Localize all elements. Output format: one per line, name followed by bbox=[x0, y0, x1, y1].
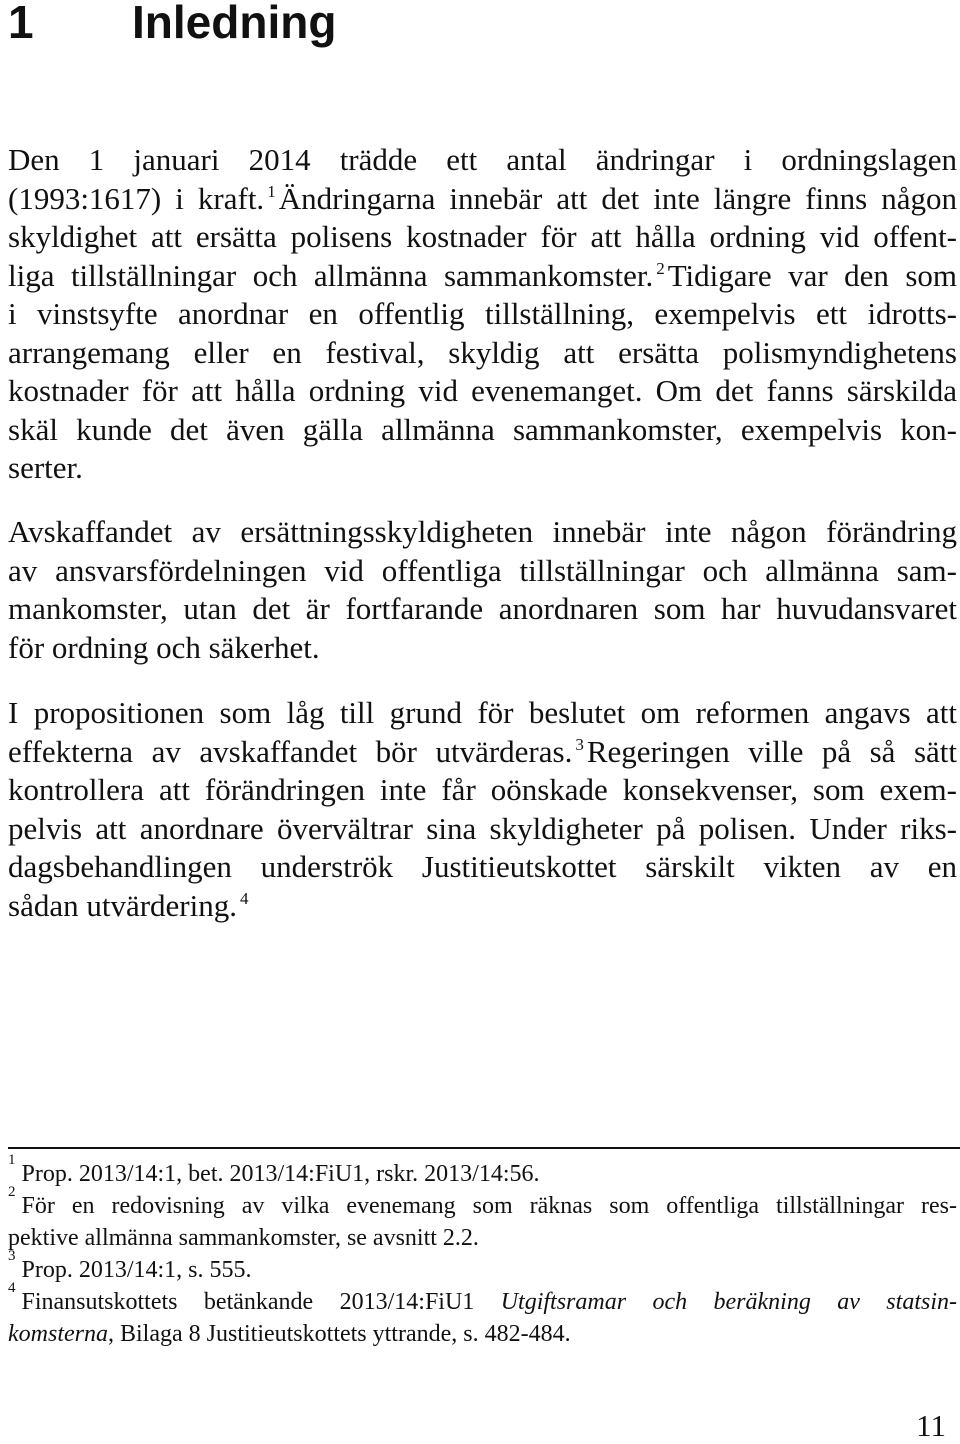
footnote-2: $^2$För en redovisning av vilka evenemang som räknas som offentliga tillställningar res- bbox=[8, 1184, 957, 1219]
text-line: serter. bbox=[8, 450, 83, 485]
paragraph-1 bbox=[8, 141, 957, 488]
paragraph-2 bbox=[8, 513, 957, 667]
footnote-ref-3[interactable]: 3 bbox=[575, 734, 584, 754]
chapter-number: 1 bbox=[8, 0, 34, 48]
text-line: mankomster, utan det är fortfarande anordnaren som har huvudansvaret bbox=[8, 591, 957, 626]
text-line: kontrollera att förändringen inte får oönskade konsekvenser, som exem- bbox=[8, 772, 957, 807]
text-line: I propositionen som låg till grund för beslutet om reformen angavs att bbox=[8, 695, 957, 730]
footnote-number: 2 bbox=[8, 1184, 16, 1200]
footnote-ref-4[interactable]: 4 bbox=[239, 888, 249, 908]
text-line: i vinstsyfte anordnar en offentlig tillställning, exempelvis ett idrotts- bbox=[8, 296, 957, 331]
text-line: för ordning och säkerhet. bbox=[8, 629, 320, 665]
text-line: skäl kunde det även gälla allmänna sammankomster, exempelvis kon- bbox=[8, 411, 957, 447]
chapter-title: Inledning bbox=[132, 0, 337, 48]
text-line: (1993:1617) i kraft. $^1$Ändringarna innebär att det inte längre finns någon bbox=[8, 180, 957, 216]
footnote-3: $^3$Prop. 2013/14:1, s. 555. bbox=[8, 1248, 252, 1283]
footnote-separator bbox=[8, 1147, 960, 1149]
footnote-4: $^4$Finansutskottets betänkande 2013/14:FiU1 Utgiftsramar och beräkning av statsin- bbox=[8, 1280, 957, 1315]
text-line: effekterna av avskaffandet bör utvärderas. $^3$Regeringen ville på så sätt bbox=[8, 733, 958, 769]
footnote-ref-1[interactable]: 1 bbox=[267, 181, 276, 201]
text-line: pelvis att anordnare övervältrar sina skyldigheter på polisen. Under riks- bbox=[8, 810, 957, 846]
text-line: skyldighet att ersätta polisens kostnader för att hålla ordning vid offent- bbox=[8, 219, 957, 254]
footnote-number: 3 bbox=[8, 1248, 16, 1264]
text-line: sådan utvärdering. $^4$ bbox=[8, 887, 249, 923]
text-line: Den 1 januari 2014 trädde ett antal ändringar i ordningslagen bbox=[8, 142, 957, 177]
footnote-ref-2[interactable]: 2 bbox=[656, 258, 665, 278]
chapter-heading bbox=[8, 0, 336, 50]
text-line: dagsbehandlingen underströk Justitieutskottet särskilt vikten av en bbox=[8, 849, 957, 884]
report-title: Utgiftsramar och beräkning av statsin- bbox=[500, 1289, 957, 1315]
text-line: arrangemang eller en festival, skyldig att ersätta polismyndighetens bbox=[8, 334, 957, 370]
footnote-number: 1 bbox=[8, 1152, 16, 1168]
footnote-2-cont: pektive allmänna sammankomster, se avsnitt 2.2. bbox=[8, 1225, 479, 1251]
footnote-4-cont: komsterna, Bilaga 8 Justitieutskottets yttrande, s. 482-484. bbox=[8, 1321, 571, 1347]
paragraph-3 bbox=[8, 694, 957, 925]
page-number: 11 bbox=[916, 1408, 946, 1443]
text-line: av ansvarsfördelningen vid offentliga tillställningar och allmänna sam- bbox=[8, 552, 957, 588]
text-line: Avskaffandet av ersättningsskyldigheten innebär inte någon förändring bbox=[8, 514, 957, 549]
footnotes bbox=[8, 1152, 957, 1350]
text-line: kostnader för att hålla ordning vid evenemanget. Om det fanns särskilda bbox=[8, 373, 957, 408]
footnote-number: 4 bbox=[8, 1280, 16, 1296]
text-line: liga tillställningar och allmänna sammankomster. $^2$Tidigare var den som bbox=[8, 257, 957, 293]
footnote-1: $^1$Prop. 2013/14:1, bet. 2013/14:FiU1, rskr. 2013/14:56. bbox=[8, 1152, 540, 1187]
